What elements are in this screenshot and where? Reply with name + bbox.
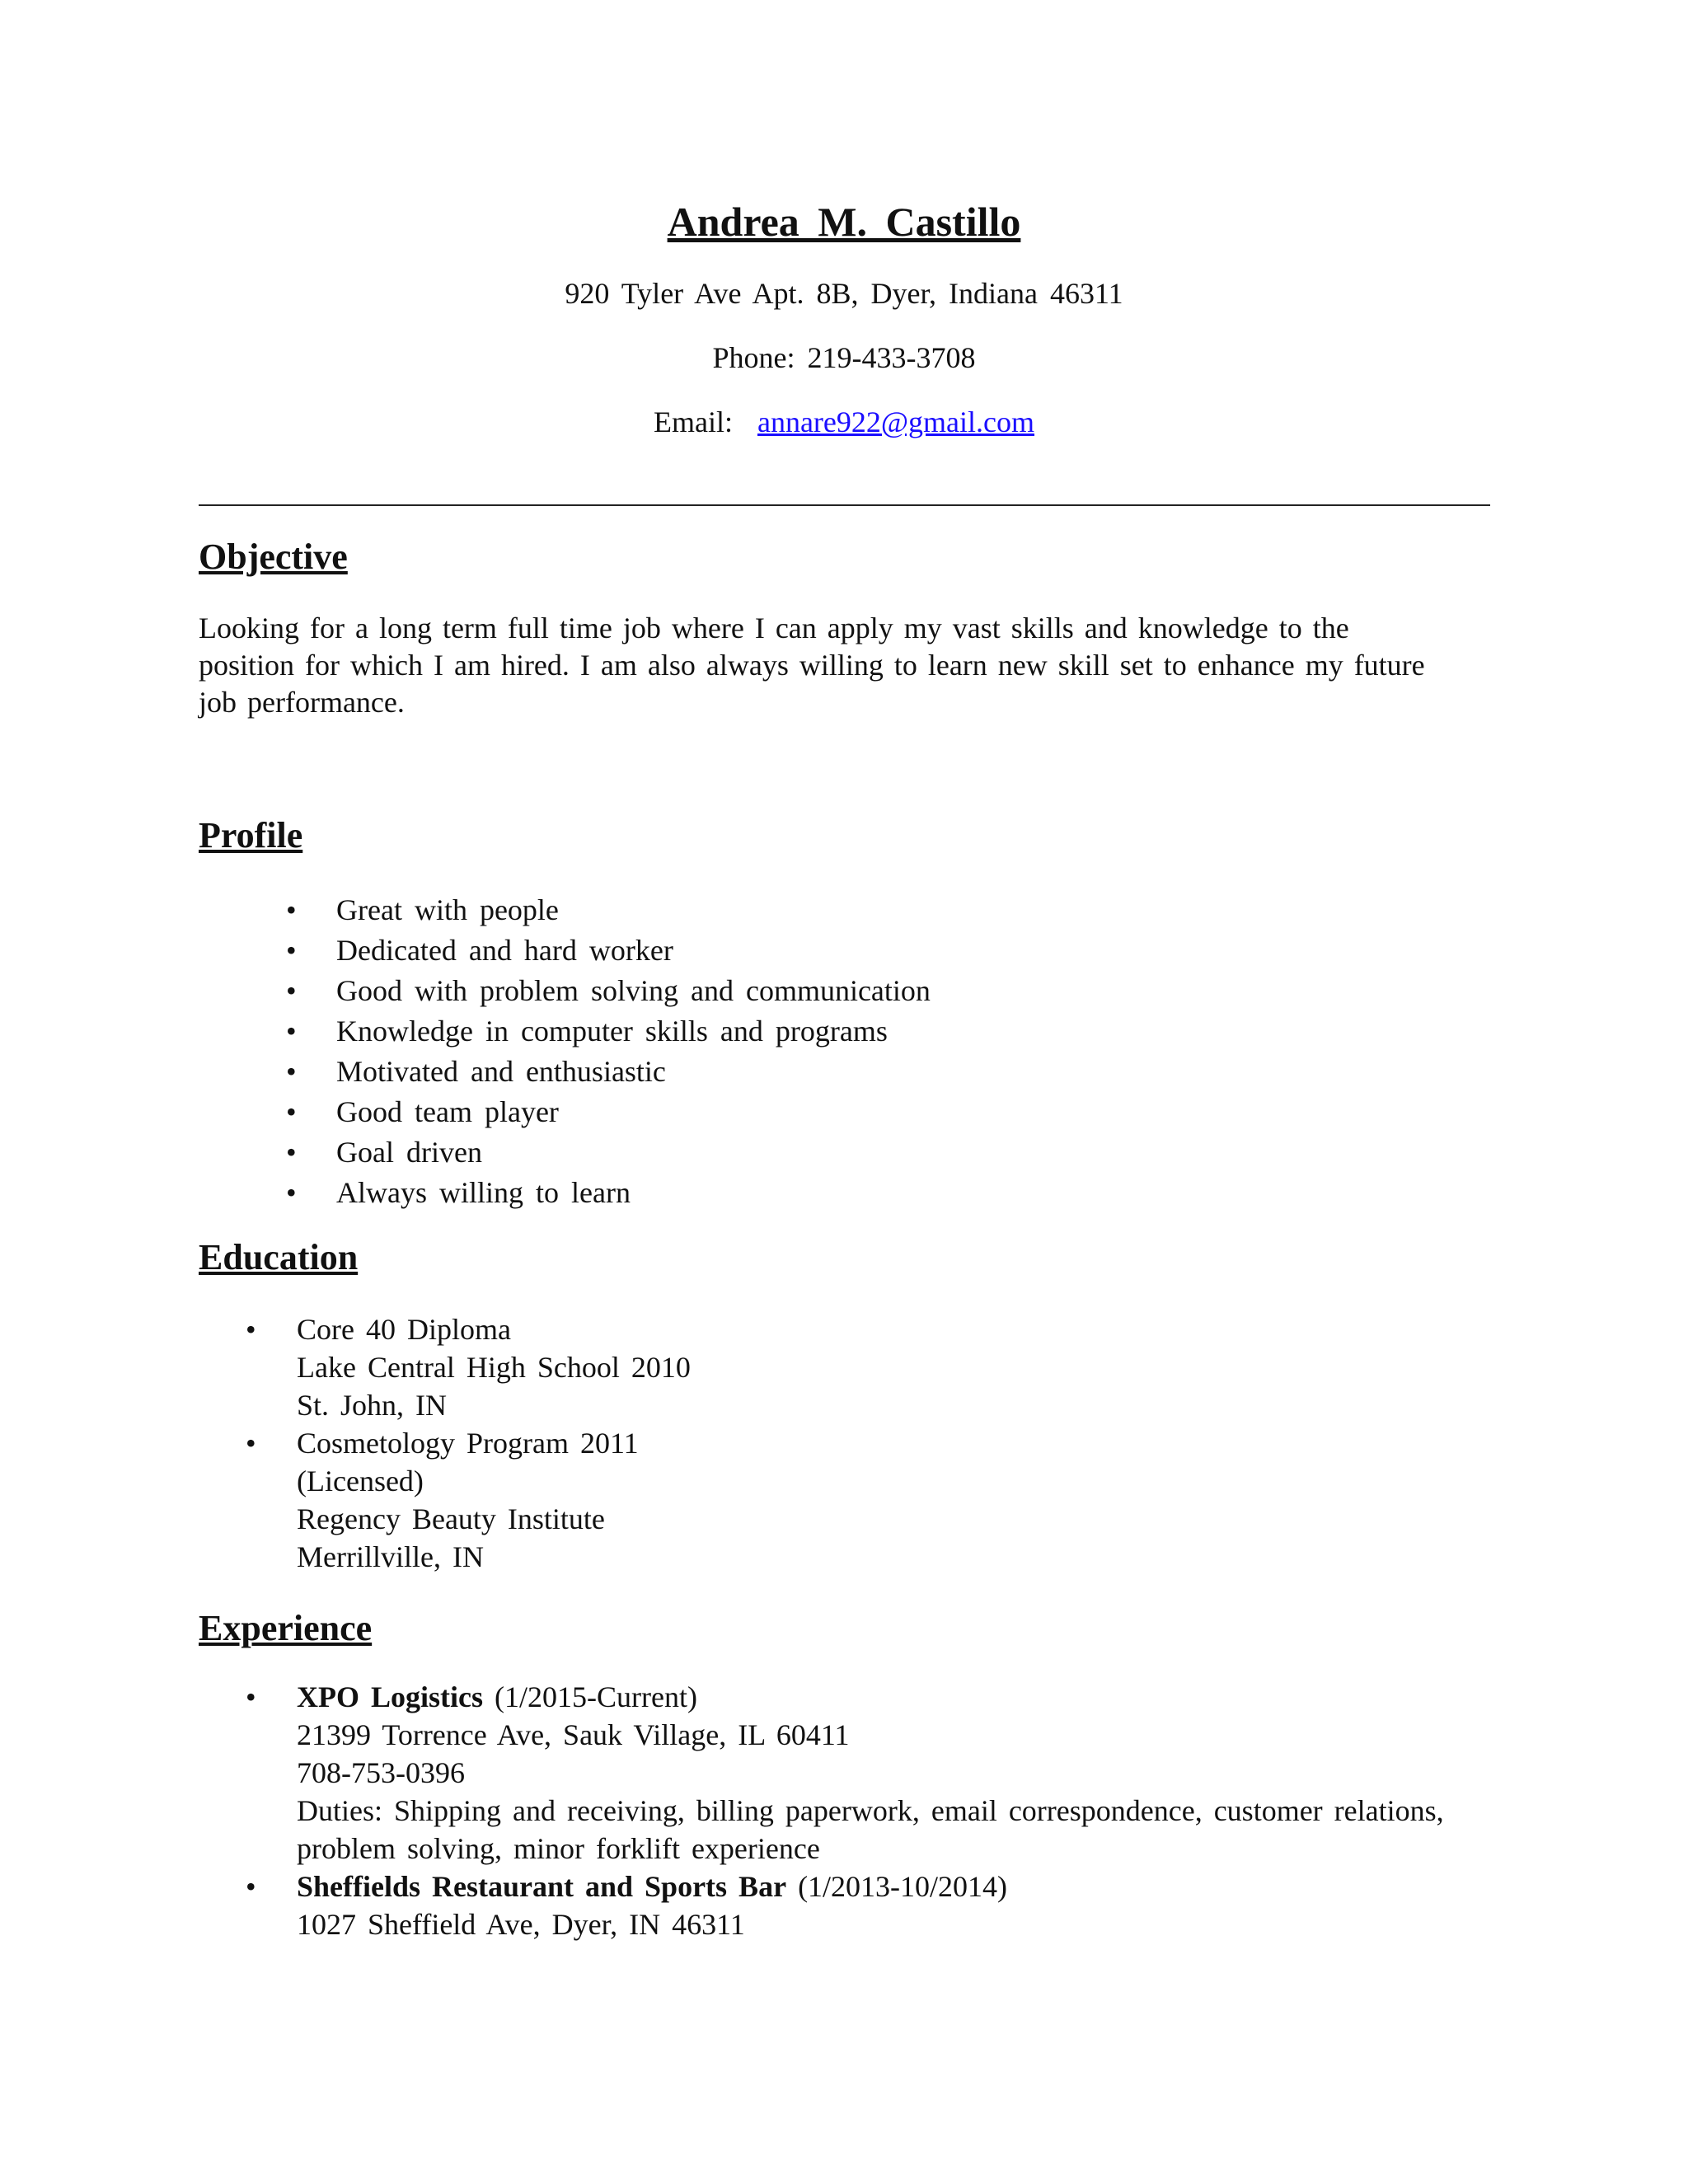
- education-line: • Core 40 Diploma: [297, 1313, 511, 1346]
- company-name: XPO Logistics: [297, 1680, 483, 1713]
- education-entry: [199, 1424, 691, 1576]
- experience-entry: [199, 1868, 1508, 1943]
- company-address: 21399 Torrence Ave, Sauk Village, IL 60411: [297, 1718, 850, 1751]
- education-line: Lake Central High School 2010: [297, 1351, 691, 1384]
- objective-text: Looking for a long term full time job where I can apply my vast skills and knowledge to the position for which I am hired. I am also always willing to learn new skill set to enhance my future job performance.: [199, 612, 1425, 719]
- experience-title-line: [297, 1868, 1508, 1905]
- profile-list: [199, 890, 931, 1213]
- applicant-name: Andrea M. Castillo: [667, 199, 1021, 245]
- job-duties: Duties: Shipping and receiving, billing paperwork, email correspondence, customer relations, problem solving, minor forklift experience: [297, 1794, 1444, 1865]
- address: 920 Tyler Ave Apt. 8B, Dyer, Indiana 46311: [565, 277, 1123, 310]
- experience-entry: [199, 1678, 1508, 1868]
- education-heading: Education: [199, 1237, 359, 1277]
- list-item: • Good team player: [199, 1092, 931, 1132]
- phone: Phone: 219-433-3708: [712, 341, 976, 374]
- experience-list: [199, 1678, 1508, 1943]
- education-line: (Licensed): [297, 1465, 424, 1497]
- education-line: Regency Beauty Institute: [297, 1502, 605, 1535]
- education-line: • Cosmetology Program 2011: [297, 1427, 639, 1460]
- header-divider: [199, 504, 1490, 506]
- email-label: Email:: [653, 405, 733, 438]
- email-link[interactable]: annare922@gmail.com: [757, 405, 1035, 438]
- education-line: St. John, IN: [297, 1389, 448, 1422]
- profile-heading: Profile: [199, 815, 303, 855]
- list-item: • Always willing to learn: [199, 1173, 931, 1213]
- education-line: Merrillville, IN: [297, 1540, 484, 1573]
- experience-heading: Experience: [199, 1608, 373, 1648]
- employment-dates: (1/2013-10/2014): [786, 1870, 1008, 1903]
- list-item: • Goal driven: [199, 1132, 931, 1173]
- education-entry: [199, 1310, 691, 1424]
- employment-dates: (1/2015-Current): [483, 1680, 697, 1713]
- list-item: • Dedicated and hard worker: [199, 930, 931, 971]
- company-name: Sheffields Restaurant and Sports Bar: [297, 1870, 787, 1903]
- education-list: [199, 1310, 691, 1576]
- list-item: • Motivated and enthusiastic: [199, 1052, 931, 1092]
- company-address: 1027 Sheffield Ave, Dyer, IN 46311: [297, 1908, 745, 1941]
- company-phone: 708-753-0396: [297, 1756, 465, 1789]
- objective-heading: Objective: [199, 537, 348, 577]
- list-item: • Knowledge in computer skills and programs: [199, 1011, 931, 1052]
- email-line: [0, 405, 1688, 439]
- list-item: • Good with problem solving and communication: [199, 971, 931, 1011]
- experience-title-line: [297, 1678, 1508, 1716]
- list-item: • Great with people: [199, 890, 931, 930]
